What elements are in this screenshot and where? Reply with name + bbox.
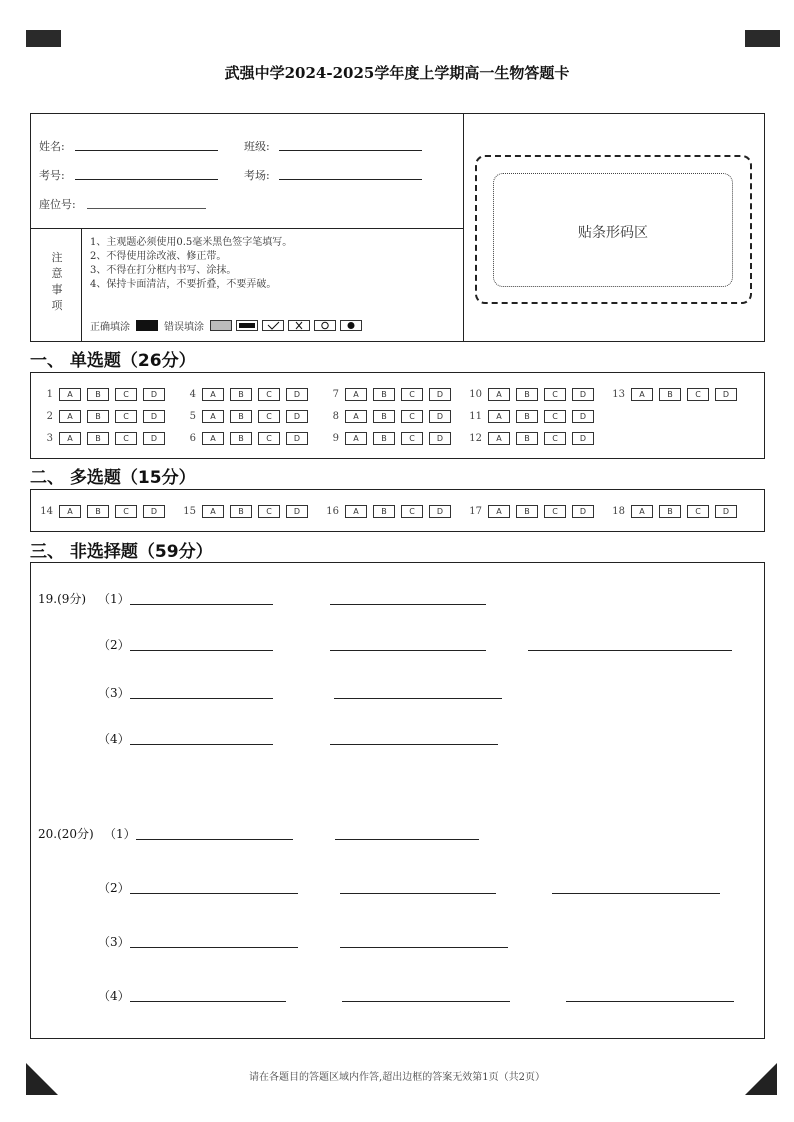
option-c-bubble[interactable]: C bbox=[401, 432, 423, 445]
answer-line[interactable] bbox=[340, 935, 508, 948]
option-a-bubble[interactable]: A bbox=[488, 388, 510, 401]
option-a-bubble[interactable]: A bbox=[631, 388, 653, 401]
option-b-bubble[interactable]: B bbox=[87, 410, 109, 423]
question-5 bbox=[178, 410, 321, 423]
question-11 bbox=[464, 410, 607, 423]
option-a-bubble[interactable]: A bbox=[345, 410, 367, 423]
option-b-bubble[interactable]: B bbox=[87, 432, 109, 445]
question-number: 2 bbox=[46, 411, 53, 422]
question-14 bbox=[35, 505, 178, 518]
question-17 bbox=[464, 505, 607, 518]
question-15 bbox=[178, 505, 321, 518]
option-c-bubble[interactable]: C bbox=[401, 410, 423, 423]
question-6 bbox=[178, 432, 321, 445]
option-c-bubble[interactable]: C bbox=[115, 505, 137, 518]
option-a-bubble[interactable]: A bbox=[488, 432, 510, 445]
answer-line[interactable] bbox=[130, 686, 273, 699]
wrong-fill-partial-sample bbox=[236, 320, 258, 331]
answer-line[interactable] bbox=[566, 989, 734, 1002]
answer-line[interactable] bbox=[130, 935, 298, 948]
question-16 bbox=[321, 505, 464, 518]
cross-icon bbox=[289, 321, 309, 330]
question-row bbox=[35, 432, 607, 445]
correct-fill-label: 正确填涂 bbox=[90, 322, 130, 333]
section1-title: 一、 单选题（26分） bbox=[30, 351, 196, 371]
q20-label: 20.(20分) bbox=[38, 827, 94, 841]
option-b-bubble[interactable]: B bbox=[659, 505, 681, 518]
fill-examples bbox=[90, 318, 362, 333]
question-number: 16 bbox=[326, 506, 339, 517]
question-13 bbox=[607, 388, 750, 401]
q20-sub3-label: （3） bbox=[98, 935, 130, 949]
question-number: 17 bbox=[469, 506, 482, 517]
option-c-bubble[interactable]: C bbox=[687, 505, 709, 518]
question-number: 11 bbox=[469, 411, 482, 422]
option-b-bubble[interactable]: B bbox=[373, 388, 395, 401]
option-a-bubble[interactable]: A bbox=[488, 410, 510, 423]
wrong-fill-circle-sample bbox=[314, 320, 336, 331]
class-field[interactable] bbox=[279, 137, 422, 151]
question-number: 6 bbox=[189, 433, 196, 444]
answer-line[interactable] bbox=[342, 989, 510, 1002]
option-a-bubble[interactable]: A bbox=[345, 505, 367, 518]
answer-line[interactable] bbox=[130, 732, 273, 745]
option-a-bubble[interactable]: A bbox=[631, 505, 653, 518]
option-d-bubble[interactable]: D bbox=[572, 432, 594, 445]
question-row bbox=[35, 410, 607, 423]
option-d-bubble[interactable]: D bbox=[715, 388, 737, 401]
dot-icon bbox=[341, 321, 361, 330]
wrong-fill-label: 错误填涂 bbox=[164, 322, 204, 333]
question-number: 5 bbox=[189, 411, 196, 422]
option-d-bubble[interactable]: D bbox=[572, 388, 594, 401]
page-title: 武强中学2024-2025学年度上学期高一生物答题卡 bbox=[224, 64, 570, 82]
question-number: 18 bbox=[612, 506, 625, 517]
q20-sub4-label: （4） bbox=[98, 989, 130, 1003]
option-a-bubble[interactable]: A bbox=[202, 432, 224, 445]
answer-line[interactable] bbox=[528, 638, 732, 651]
seat-no-field[interactable] bbox=[87, 195, 206, 209]
option-b-bubble[interactable]: B bbox=[230, 505, 252, 518]
option-b-bubble[interactable]: B bbox=[87, 388, 109, 401]
option-b-bubble[interactable]: B bbox=[373, 505, 395, 518]
option-b-bubble[interactable]: B bbox=[87, 505, 109, 518]
option-d-bubble[interactable]: D bbox=[143, 505, 165, 518]
notes-label bbox=[50, 250, 64, 314]
notes-label-char: 注 bbox=[51, 251, 63, 264]
exam-room-field[interactable] bbox=[279, 166, 422, 180]
section2-title: 二、 多选题（15分） bbox=[30, 468, 196, 488]
question-7 bbox=[321, 388, 464, 401]
option-d-bubble[interactable]: D bbox=[286, 388, 308, 401]
header-divider-vertical bbox=[463, 113, 464, 341]
option-c-bubble[interactable]: C bbox=[258, 410, 280, 423]
answer-line[interactable] bbox=[340, 881, 496, 894]
option-d-bubble[interactable]: D bbox=[143, 432, 165, 445]
section3-title: 三、 非选择题（59分） bbox=[30, 542, 213, 562]
q20-sub2-label: （2） bbox=[98, 881, 130, 895]
class-label: 班级: bbox=[244, 140, 270, 153]
option-d-bubble[interactable]: D bbox=[286, 505, 308, 518]
note-item: 1、主观题必须使用0.5毫米黑色签字笔填写。 bbox=[90, 237, 293, 248]
q19-sub3-label: （3） bbox=[98, 686, 130, 700]
note-item: 3、不得在打分框内书写、涂抹。 bbox=[90, 265, 237, 276]
question-number: 9 bbox=[332, 433, 339, 444]
option-d-bubble[interactable]: D bbox=[143, 388, 165, 401]
question-4 bbox=[178, 388, 321, 401]
option-b-bubble[interactable]: B bbox=[516, 410, 538, 423]
option-d-bubble[interactable]: D bbox=[429, 388, 451, 401]
name-label: 姓名: bbox=[39, 140, 65, 153]
option-a-bubble[interactable]: A bbox=[345, 432, 367, 445]
question-3 bbox=[35, 432, 178, 445]
footer-text: 请在各题目的答题区域内作答,超出边框的答案无效第1页（共2页） bbox=[249, 1072, 545, 1083]
option-c-bubble[interactable]: C bbox=[258, 505, 280, 518]
option-d-bubble[interactable]: D bbox=[286, 410, 308, 423]
seat-no-label: 座位号: bbox=[39, 198, 76, 211]
option-b-bubble[interactable]: B bbox=[516, 432, 538, 445]
option-a-bubble[interactable]: A bbox=[59, 388, 81, 401]
option-c-bubble[interactable]: C bbox=[544, 505, 566, 518]
question-number: 15 bbox=[183, 506, 196, 517]
question-number: 14 bbox=[40, 506, 53, 517]
corner-mark-top-right bbox=[745, 30, 780, 47]
answer-line[interactable] bbox=[334, 686, 502, 699]
option-c-bubble[interactable]: C bbox=[258, 432, 280, 445]
answer-line[interactable] bbox=[330, 732, 498, 745]
question-18 bbox=[607, 505, 750, 518]
option-b-bubble[interactable]: B bbox=[230, 432, 252, 445]
answer-line[interactable] bbox=[130, 638, 273, 651]
option-c-bubble[interactable]: C bbox=[544, 410, 566, 423]
option-b-bubble[interactable]: B bbox=[373, 432, 395, 445]
question-2 bbox=[35, 410, 178, 423]
question-12 bbox=[464, 432, 607, 445]
notes-label-char: 事 bbox=[51, 283, 63, 296]
question-row bbox=[35, 505, 750, 518]
option-a-bubble[interactable]: A bbox=[59, 432, 81, 445]
section3-box bbox=[30, 562, 765, 1039]
option-c-bubble[interactable]: C bbox=[687, 388, 709, 401]
option-c-bubble[interactable]: C bbox=[401, 388, 423, 401]
option-b-bubble[interactable]: B bbox=[659, 388, 681, 401]
note-item: 4、保持卡面清洁，不要折叠，不要弄破。 bbox=[90, 279, 277, 290]
option-b-bubble[interactable]: B bbox=[230, 410, 252, 423]
option-d-bubble[interactable]: D bbox=[143, 410, 165, 423]
q20-sub1-label: （1） bbox=[104, 827, 136, 841]
option-a-bubble[interactable]: A bbox=[488, 505, 510, 518]
question-number: 12 bbox=[469, 433, 482, 444]
option-a-bubble[interactable]: A bbox=[202, 388, 224, 401]
question-number: 1 bbox=[46, 389, 53, 400]
check-icon bbox=[263, 321, 283, 330]
wrong-fill-check-sample bbox=[262, 320, 284, 331]
answer-line[interactable] bbox=[130, 989, 286, 1002]
answer-line[interactable] bbox=[330, 592, 486, 605]
wrong-fill-dot-sample bbox=[340, 320, 362, 331]
option-b-bubble[interactable]: B bbox=[516, 505, 538, 518]
option-c-bubble[interactable]: C bbox=[544, 432, 566, 445]
wrong-fill-gray-sample bbox=[210, 320, 232, 331]
question-10 bbox=[464, 388, 607, 401]
option-c-bubble[interactable]: C bbox=[115, 410, 137, 423]
q19-sub1-label: （1） bbox=[98, 592, 130, 606]
option-b-bubble[interactable]: B bbox=[230, 388, 252, 401]
option-d-bubble[interactable]: D bbox=[286, 432, 308, 445]
question-9 bbox=[321, 432, 464, 445]
option-d-bubble[interactable]: D bbox=[429, 410, 451, 423]
answer-line[interactable] bbox=[136, 827, 293, 840]
answer-line[interactable] bbox=[130, 592, 273, 605]
question-row bbox=[35, 388, 750, 401]
option-b-bubble[interactable]: B bbox=[373, 410, 395, 423]
q19-label: 19.(9分) bbox=[38, 592, 87, 606]
corner-mark-top-left bbox=[26, 30, 61, 47]
exam-room-label: 考场: bbox=[244, 169, 270, 182]
answer-line[interactable] bbox=[335, 827, 479, 840]
option-d-bubble[interactable]: D bbox=[429, 505, 451, 518]
option-d-bubble[interactable]: D bbox=[715, 505, 737, 518]
exam-no-label: 考号: bbox=[39, 169, 65, 182]
question-number: 7 bbox=[332, 389, 339, 400]
option-a-bubble[interactable]: A bbox=[202, 505, 224, 518]
option-b-bubble[interactable]: B bbox=[516, 388, 538, 401]
option-c-bubble[interactable]: C bbox=[258, 388, 280, 401]
circle-icon bbox=[315, 321, 335, 330]
answer-line[interactable] bbox=[330, 638, 486, 651]
option-c-bubble[interactable]: C bbox=[115, 432, 137, 445]
question-number: 4 bbox=[189, 389, 196, 400]
q19-sub2-label: （2） bbox=[98, 638, 130, 652]
question-number: 8 bbox=[332, 411, 339, 422]
option-c-bubble[interactable]: C bbox=[115, 388, 137, 401]
question-number: 3 bbox=[46, 433, 53, 444]
barcode-label: 贴条形码区 bbox=[578, 225, 648, 241]
note-item: 2、不得使用涂改液、修正带。 bbox=[90, 251, 227, 262]
wrong-fill-cross-sample bbox=[288, 320, 310, 331]
option-d-bubble[interactable]: D bbox=[572, 505, 594, 518]
answer-line[interactable] bbox=[130, 881, 298, 894]
header-divider-horizontal bbox=[30, 228, 464, 229]
exam-no-field[interactable] bbox=[75, 166, 218, 180]
option-a-bubble[interactable]: A bbox=[345, 388, 367, 401]
notes-label-char: 意 bbox=[51, 267, 63, 280]
question-8 bbox=[321, 410, 464, 423]
correct-fill-sample bbox=[136, 320, 158, 331]
question-number: 10 bbox=[469, 389, 482, 400]
answer-line[interactable] bbox=[552, 881, 720, 894]
notes-list bbox=[90, 236, 292, 292]
name-field[interactable] bbox=[75, 137, 218, 151]
notes-divider bbox=[81, 228, 82, 341]
option-a-bubble[interactable]: A bbox=[59, 505, 81, 518]
option-c-bubble[interactable]: C bbox=[401, 505, 423, 518]
question-1 bbox=[35, 388, 178, 401]
option-d-bubble[interactable]: D bbox=[429, 432, 451, 445]
option-d-bubble[interactable]: D bbox=[572, 410, 594, 423]
option-a-bubble[interactable]: A bbox=[202, 410, 224, 423]
option-a-bubble[interactable]: A bbox=[59, 410, 81, 423]
question-number: 13 bbox=[612, 389, 625, 400]
notes-label-char: 项 bbox=[51, 299, 63, 312]
q19-sub4-label: （4） bbox=[98, 732, 130, 746]
option-c-bubble[interactable]: C bbox=[544, 388, 566, 401]
